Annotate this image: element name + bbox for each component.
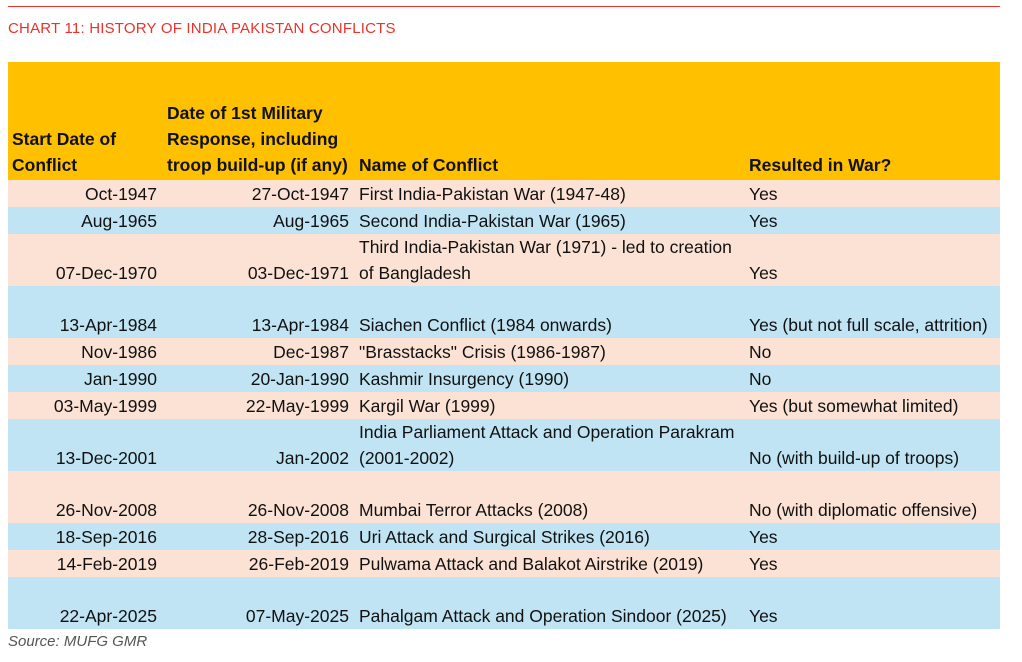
response-date-cell: 07-May-2025 (163, 577, 355, 629)
conflict-name-cell: Pahalgam Attack and Operation Sindoor (2025) (355, 577, 745, 629)
table-row (8, 523, 1000, 550)
start-date-cell: 22-Apr-2025 (8, 577, 163, 629)
response-date-cell: 13-Apr-1984 (163, 286, 355, 338)
war-result-cell: Yes (745, 577, 1000, 629)
response-date-cell: 26-Feb-2019 (163, 550, 355, 577)
response-date-cell: 27-Oct-1947 (163, 180, 355, 207)
table-row (8, 207, 1000, 234)
start-date-cell: 13-Apr-1984 (8, 286, 163, 338)
response-date-cell: 26-Nov-2008 (163, 471, 355, 523)
war-result-cell: Yes (745, 234, 1000, 286)
war-result-cell: No (with build-up of troops) (745, 419, 1000, 471)
war-result-cell: Yes (745, 207, 1000, 234)
header-start-date: Start Date of Conflict (8, 62, 163, 180)
start-date-cell: 03-May-1999 (8, 392, 163, 419)
table-row (8, 392, 1000, 419)
start-date-cell: 26-Nov-2008 (8, 471, 163, 523)
start-date-cell: Nov-1986 (8, 338, 163, 365)
start-date-cell: Oct-1947 (8, 180, 163, 207)
header-resulted-in-war: Resulted in War? (745, 62, 1000, 180)
response-date-cell: Dec-1987 (163, 338, 355, 365)
response-date-cell: 28-Sep-2016 (163, 523, 355, 550)
table-row (8, 365, 1000, 392)
source-note: Source: MUFG GMR (8, 633, 148, 650)
header-conflict-name: Name of Conflict (355, 62, 745, 180)
conflict-name-cell: Second India-Pakistan War (1965) (355, 207, 745, 234)
response-date-cell: 22-May-1999 (163, 392, 355, 419)
conflict-name-cell: Third India-Pakistan War (1971) - led to creation of Bangladesh (355, 234, 745, 286)
start-date-cell: 07-Dec-1970 (8, 234, 163, 286)
war-result-cell: Yes (745, 180, 1000, 207)
war-result-cell: Yes (745, 523, 1000, 550)
conflict-name-cell: Kashmir Insurgency (1990) (355, 365, 745, 392)
war-result-cell: Yes (but somewhat limited) (745, 392, 1000, 419)
header-military-response: Date of 1st Military Response, including troop build-up (if any) (163, 62, 355, 180)
war-result-cell: No (745, 365, 1000, 392)
conflict-name-cell: "Brasstacks" Crisis (1986-1987) (355, 338, 745, 365)
conflict-name-cell: First India-Pakistan War (1947-48) (355, 180, 745, 207)
conflict-name-cell: Pulwama Attack and Balakot Airstrike (2019) (355, 550, 745, 577)
table-row (8, 180, 1000, 207)
header-row (8, 62, 1000, 180)
conflict-name-cell: India Parliament Attack and Operation Parakram (2001-2002) (355, 419, 745, 471)
start-date-cell: 14-Feb-2019 (8, 550, 163, 577)
war-result-cell: No (745, 338, 1000, 365)
start-date-cell: Jan-1990 (8, 365, 163, 392)
war-result-cell: Yes (but not full scale, attrition) (745, 286, 1000, 338)
table-row (8, 577, 1000, 629)
conflict-name-cell: Siachen Conflict (1984 onwards) (355, 286, 745, 338)
response-date-cell: 20-Jan-1990 (163, 365, 355, 392)
conflict-name-cell: Kargil War (1999) (355, 392, 745, 419)
chart-title: CHART 11: HISTORY OF INDIA PAKISTAN CONFLICTS (8, 20, 396, 37)
start-date-cell: 18-Sep-2016 (8, 523, 163, 550)
conflict-name-cell: Mumbai Terror Attacks (2008) (355, 471, 745, 523)
response-date-cell: Aug-1965 (163, 207, 355, 234)
table-row (8, 419, 1000, 471)
title-rule (8, 6, 1000, 7)
conflict-name-cell: Uri Attack and Surgical Strikes (2016) (355, 523, 745, 550)
table-row (8, 338, 1000, 365)
table-row (8, 286, 1000, 338)
conflicts-table (8, 62, 1000, 629)
start-date-cell: 13-Dec-2001 (8, 419, 163, 471)
start-date-cell: Aug-1965 (8, 207, 163, 234)
war-result-cell: No (with diplomatic offensive) (745, 471, 1000, 523)
table-row (8, 471, 1000, 523)
table-row (8, 234, 1000, 286)
response-date-cell: Jan-2002 (163, 419, 355, 471)
table-row (8, 550, 1000, 577)
response-date-cell: 03-Dec-1971 (163, 234, 355, 286)
war-result-cell: Yes (745, 550, 1000, 577)
